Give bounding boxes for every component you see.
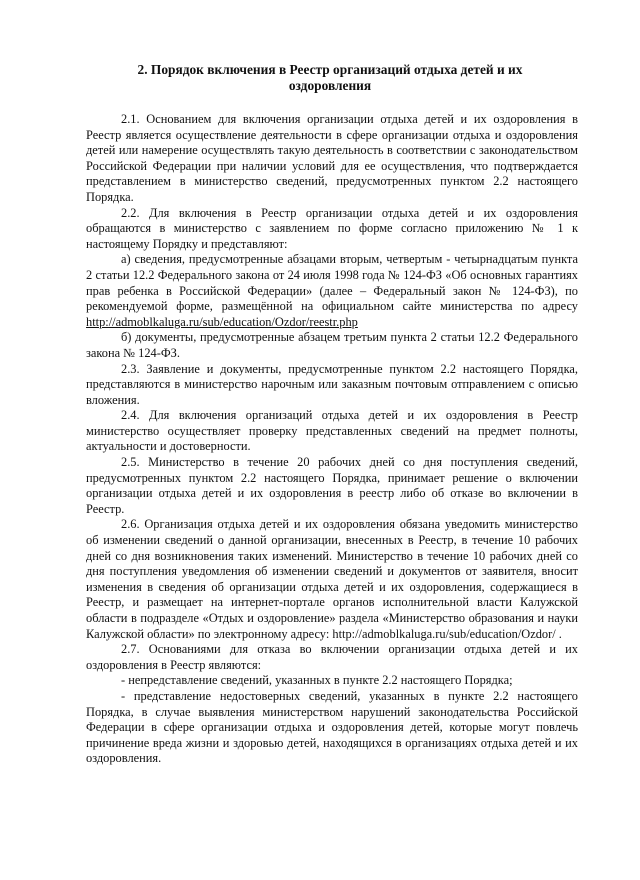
paragraph-2-2: 2.2. Для включения в Реестр организации отдыха детей и их оздоровления обращаются в министерство с заявлением по форме согласно приложению № 1 к настоящему Порядку и представляют: bbox=[86, 205, 578, 251]
paragraph-2-1: 2.1. Основанием для включения организации отдыха детей и их оздоровления в Реестр является осуществление деятельности в сфере организации отдыха и оздоровления детей или намерение осуществлять такую деятельность в соответствии с законодательством Российской Федерации при наличии условий для ее осуществления, что подтверждается представлением в министерство сведений, предусмотренных пунктом 2.2 настоящего Порядка. bbox=[86, 112, 578, 204]
paragraph-2-7-item-1: - непредставление сведений, указанных в пункте 2.2 настоящего Порядка; bbox=[121, 673, 513, 688]
paragraph-2-7-item-2: - представление недостоверных сведений, указанных в пункте 2.2 настоящего Порядка, в случае выявления министерством нарушений законодательства Российской Федерации в сфере организации отдыха и оздоровления детей, которые могут повлечь причинение вреда жизни и здоровью детей, находящихся в организациях отдыха детей и их оздоровления. bbox=[86, 688, 578, 766]
paragraph-2-7: 2.7. Основаниями для отказа во включении организации отдыха детей и их оздоровления в Реестр являются: bbox=[86, 642, 578, 672]
paragraph-2-2-a: а) сведения, предусмотренные абзацами вторым, четвертым - четырнадцатым пункта 2 статьи 12.2 Федерального закона от 24 июля 1998 года № 124-ФЗ «Об основных гарантиях прав ребенка в Российской Федерации» (далее – Федеральный закон № 124-ФЗ), по рекомендуемой форме, размещённой на официальном сайте министерства по адресу http://admoblkaluga.ru/sub/education/Ozdor/reestr.php bbox=[86, 252, 578, 329]
registry-form-link[interactable]: http://admoblkaluga.ru/sub/education/Ozdor/reestr.php bbox=[86, 314, 358, 329]
paragraph-2-2-b: б) документы, предусмотренные абзацем третьим пункта 2 статьи 12.2 Федерального закона № 124-ФЗ. bbox=[86, 330, 578, 360]
paragraph-2-4: 2.4. Для включения организаций отдыха детей и их оздоровления в Реестр министерство осуществляет проверку представленных сведений на предмет полноты, актуальности и достоверности. bbox=[86, 408, 578, 454]
paragraph-2-5: 2.5. Министерство в течение 20 рабочих дней со дня поступления сведений, предусмотренных пунктом 2.2 настоящего Порядка, принимает решение о включении организации отдыха детей и их оздоровления в реестр либо об отказе во включении в Реестр. bbox=[86, 455, 578, 516]
paragraph-2-6: 2.6. Организация отдыха детей и их оздоровления обязана уведомить министерство об изменении сведений о данной организации, внесенных в Реестр, в течение 10 рабочих дней со дня возникновения таких изменений. Министерство в течение 10 рабочих дней со дня поступления уведомления об изменении сведений и документов от заявителя, вносит изменения в сведения об организации отдыха детей и их оздоровления, содержащиеся в Реестр, и размещает на интернет-портале органов исполнительной власти Калужской области в подразделе «Отдых и оздоровление» раздела «Министерство образования и науки Калужской области» по электронному адресу: http://admoblkaluga.ru/sub/education/Ozdor/ . bbox=[86, 517, 578, 641]
section-title: 2. Порядок включения в Реестр организаций отдыха детей и их оздоровления bbox=[137, 62, 523, 93]
paragraph-2-3: 2.3. Заявление и документы, предусмотренные пунктом 2.2 настоящего Порядка, представляются в министерство нарочным или заказным почтовым отправлением с описью вложения. bbox=[86, 361, 578, 407]
document-body bbox=[86, 112, 578, 767]
